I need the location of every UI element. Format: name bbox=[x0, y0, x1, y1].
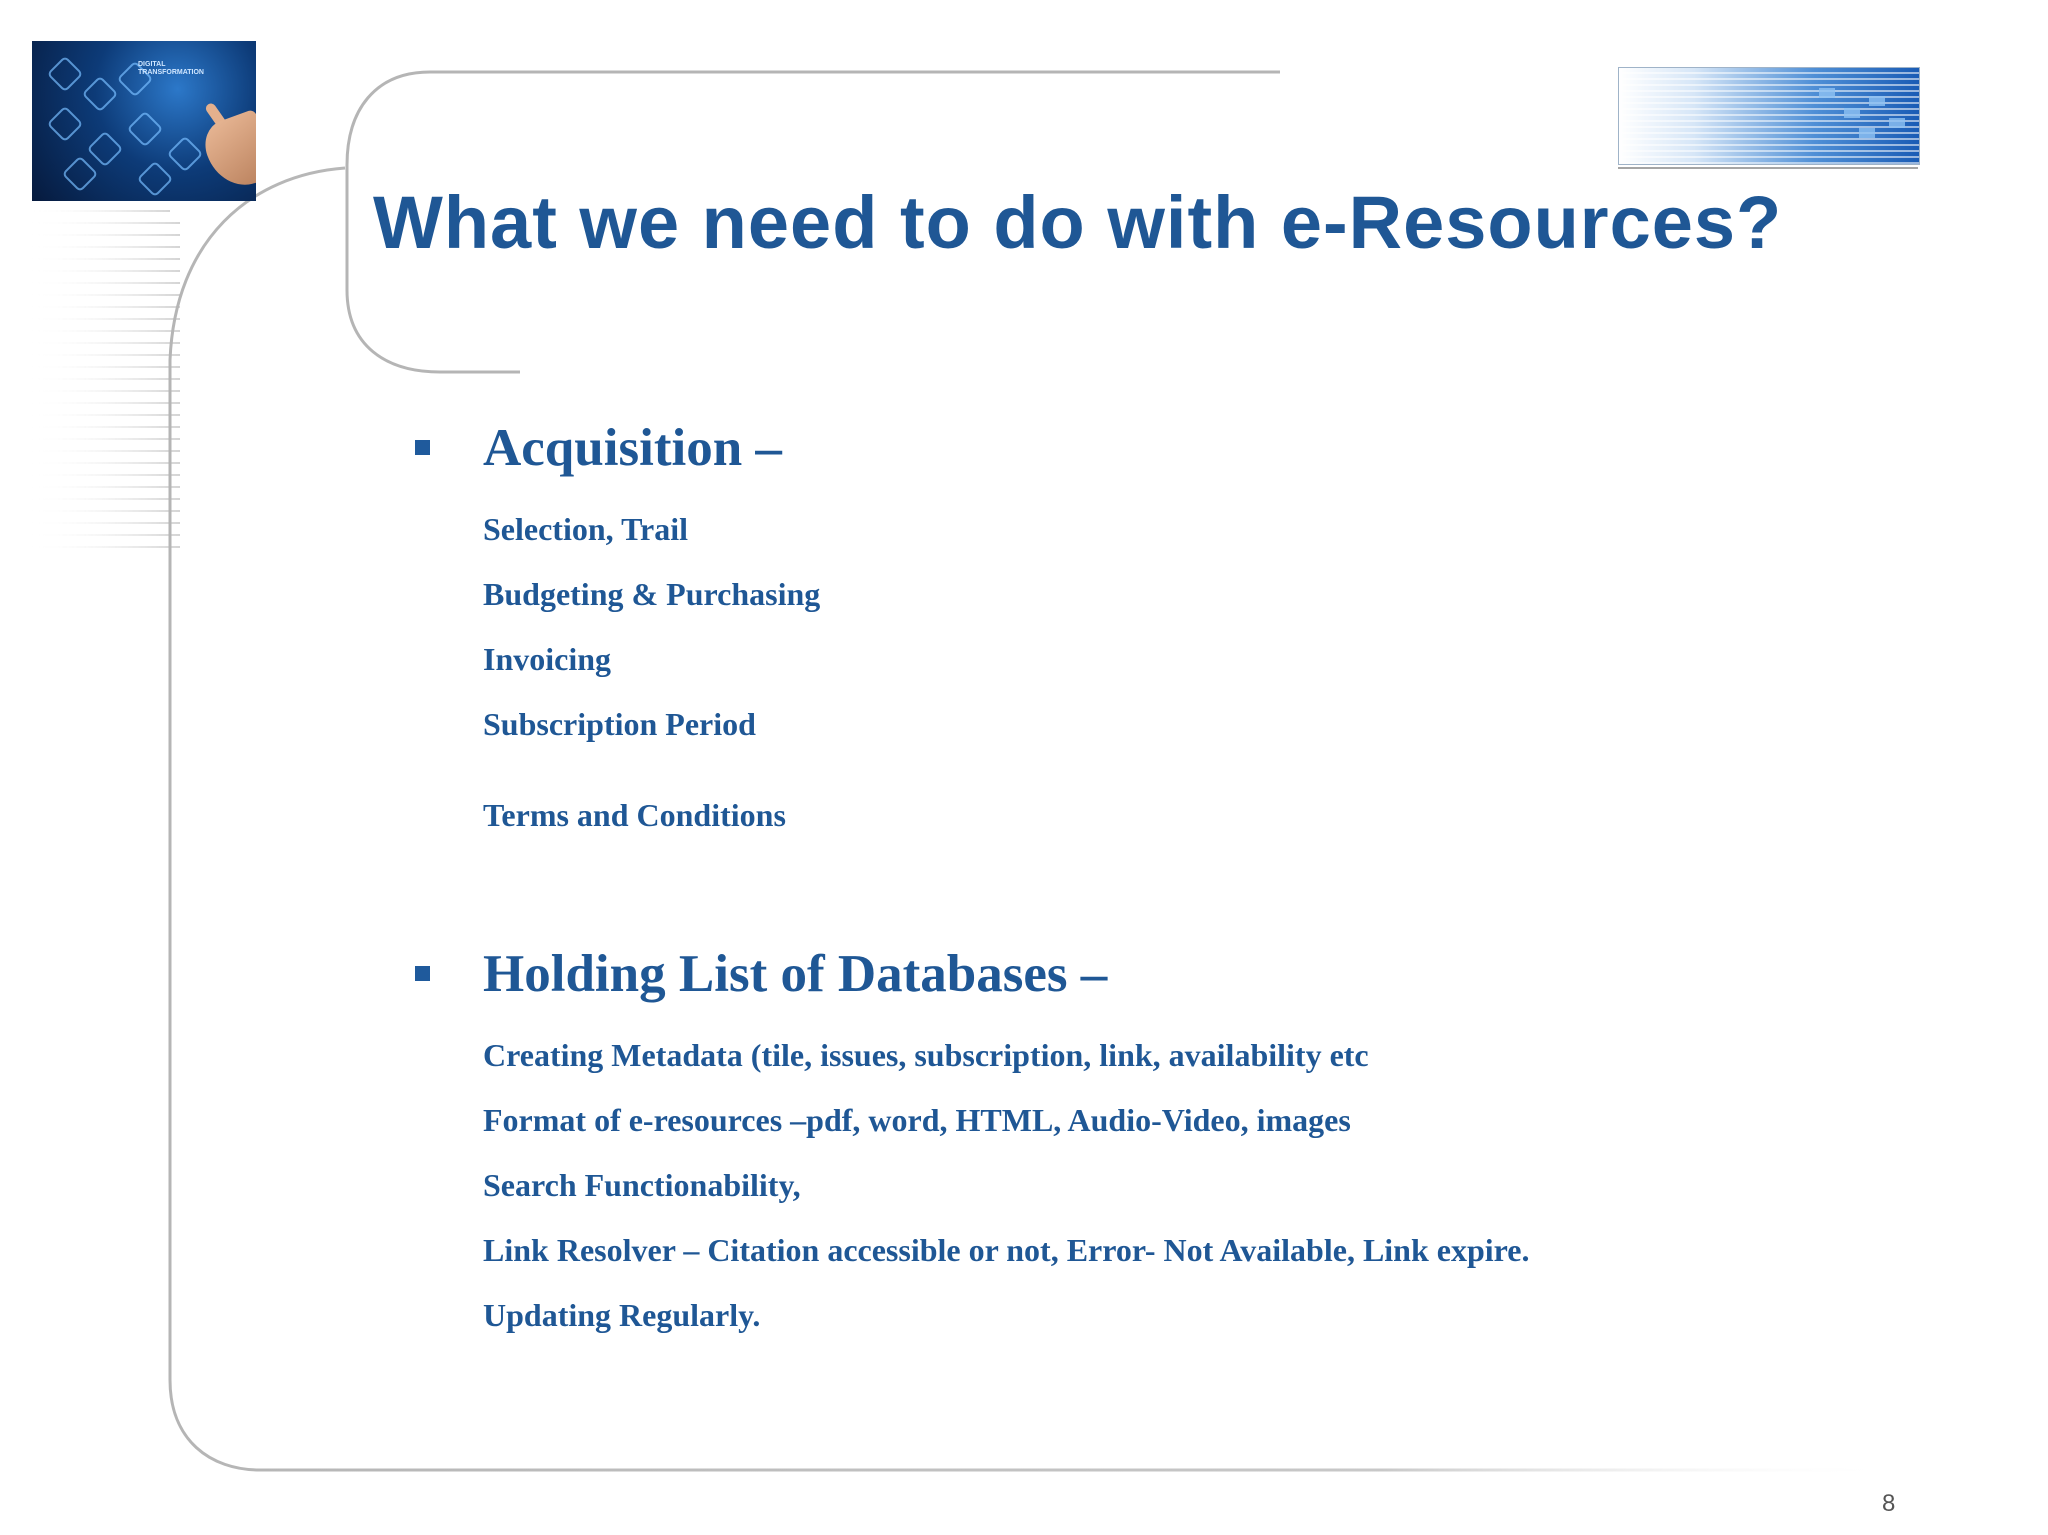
list-item: Terms and Conditions bbox=[483, 797, 786, 833]
list-item: Creating Metadata (tile, issues, subscription, link, availability etc bbox=[483, 1037, 1369, 1073]
hand-shape bbox=[198, 109, 256, 195]
list-item: Format of e-resources –pdf, word, HTML, Audio-Video, images bbox=[483, 1102, 1351, 1138]
list-item: Invoicing bbox=[483, 641, 612, 677]
corner-image-caption: DIGITAL TRANSFORMATION bbox=[138, 61, 204, 76]
page-number: 8 bbox=[1882, 1490, 1896, 1517]
section-heading-holding-list: Holding List of Databases – bbox=[483, 945, 1108, 1003]
list-item: Budgeting & Purchasing bbox=[483, 576, 821, 612]
list-item: Selection, Trail bbox=[483, 511, 689, 547]
section-bullet-acquisition bbox=[415, 440, 430, 455]
list-item: Updating Regularly. bbox=[483, 1297, 761, 1333]
circuit-board-banner-image bbox=[1618, 67, 1920, 165]
section-bullet-holding-list bbox=[415, 966, 430, 981]
section-heading-acquisition: Acquisition – bbox=[483, 419, 782, 477]
left-stripes bbox=[30, 210, 180, 548]
digital-transformation-touch-image bbox=[32, 41, 256, 201]
list-item: Search Functionability, bbox=[483, 1167, 801, 1203]
list-item: Link Resolver – Citation accessible or not, Error- Not Available, Link expire. bbox=[483, 1232, 1530, 1268]
slide-title: What we need to do with e-Resources? bbox=[373, 181, 1783, 264]
list-item: Subscription Period bbox=[483, 706, 756, 742]
